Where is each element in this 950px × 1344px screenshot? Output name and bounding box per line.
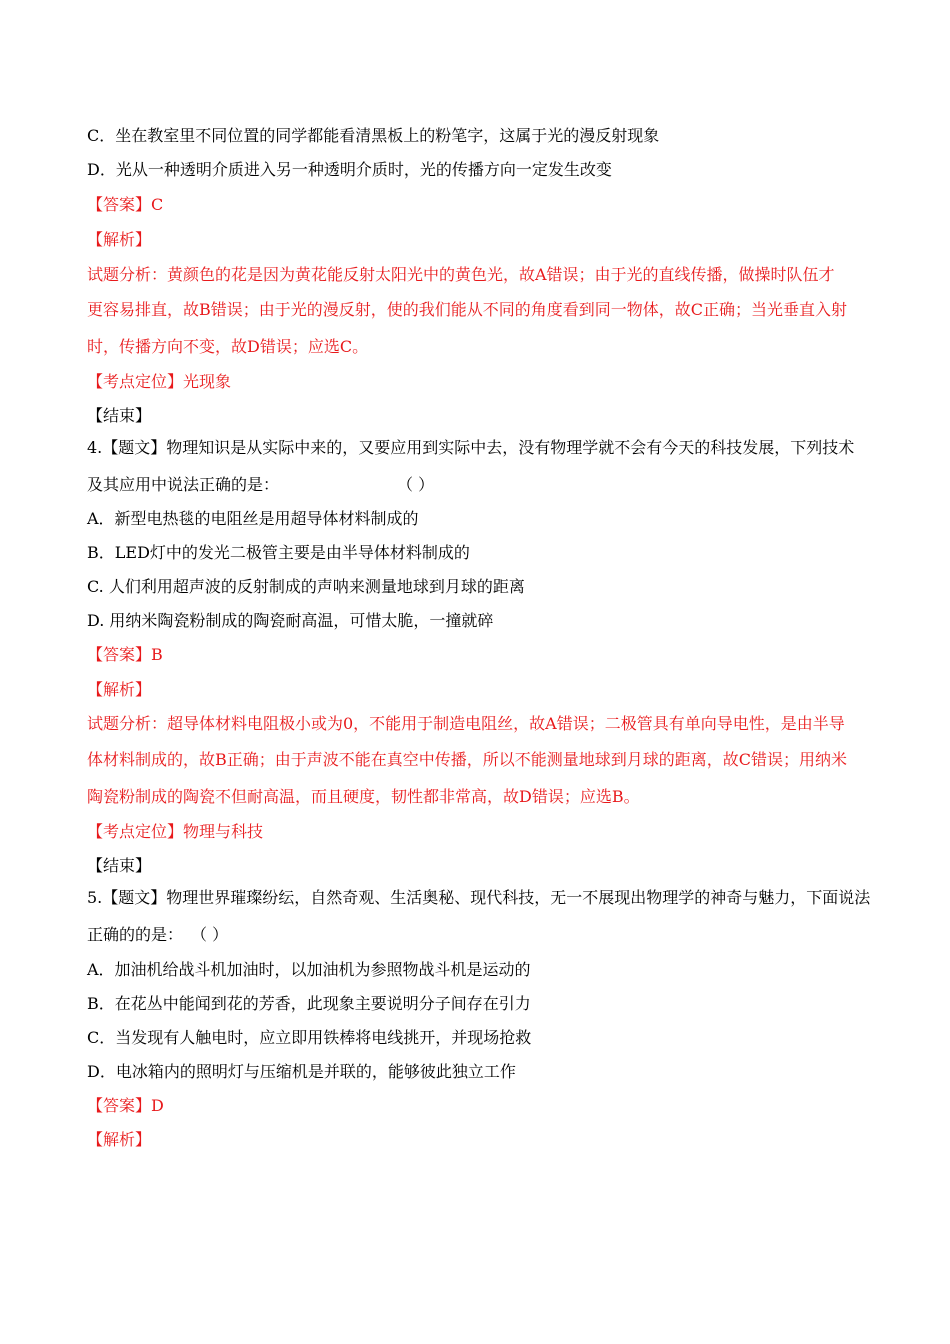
answer-value: C bbox=[151, 195, 164, 214]
q5-option-b: B．在花丛中能闻到花的芳香，此现象主要说明分子间存在引力 bbox=[87, 994, 531, 1013]
q4-end: 【结束】 bbox=[87, 856, 152, 875]
q5-stem-line-1: 5.【题文】物理世界璀璨纷纭，自然奇观、生活奥秘、现代科技，无一不展现出物理学的神奇与魅力，下面说法 bbox=[87, 888, 871, 907]
answer-label: 【答案】 bbox=[87, 195, 152, 214]
q5-option-a: A．加油机给战斗机加油时，以加油机为参照物战斗机是运动的 bbox=[87, 960, 531, 979]
q3-analysis-line-3: 时，传播方向不变，故D错误；应选C。 bbox=[87, 337, 369, 356]
q3-option-d: D．光从一种透明介质进入另一种透明介质时，光的传播方向一定发生改变 bbox=[87, 160, 612, 179]
q5-option-c: C．当发现有人触电时，应立即用铁棒将电线挑开，并现场抢救 bbox=[87, 1028, 532, 1047]
q4-stem-line-1: 4.【题文】物理知识是从实际中来的，又要应用到实际中去，没有物理学就不会有今天的科技发展，下列技术 bbox=[87, 438, 855, 457]
answer-value: B bbox=[151, 645, 163, 664]
q3-option-c: C．坐在教室里不同位置的同学都能看清黑板上的粉笔字，这属于光的漫反射现象 bbox=[87, 126, 660, 145]
q4-analysis-line-3: 陶瓷粉制成的陶瓷不但耐高温，而且硬度，韧性都非常高，故D错误；应选B。 bbox=[87, 787, 640, 806]
q5-answer bbox=[87, 1095, 877, 1117]
kp-label: 【考点定位】 bbox=[87, 372, 184, 391]
q4-option-b: B．LED灯中的发光二极管主要是由半导体材料制成的 bbox=[87, 543, 470, 562]
q5-analysis-label: 【解析】 bbox=[87, 1130, 152, 1149]
answer-value: D bbox=[151, 1096, 164, 1115]
q4-answer-blank: （ ） bbox=[397, 475, 435, 494]
q4-option-c: C. 人们利用超声波的反射制成的声呐来测量地球到月球的距离 bbox=[87, 577, 525, 596]
q4-stem-line-2 bbox=[87, 474, 877, 496]
q3-analysis-line-2: 更容易排直，故B错误；由于光的漫反射，使的我们能从不同的角度看到同一物体，故C正确；当光垂直入射 bbox=[87, 300, 848, 319]
q4-analysis-line-1: 试题分析：超导体材料电阻极小或为0，不能用于制造电阻丝，故A错误；二极管具有单向导电性，是由半导 bbox=[87, 714, 845, 733]
q5-stem-line-2 bbox=[87, 924, 877, 946]
q4-analysis-line-2: 体材料制成的，故B正确；由于声波不能在真空中传播，所以不能测量地球到月球的距离，故C错误；用纳米 bbox=[87, 750, 848, 769]
q4-option-a: A．新型电热毯的电阻丝是用超导体材料制成的 bbox=[87, 509, 419, 528]
q5-stem-text: 正确的的是： bbox=[87, 925, 184, 944]
q5-answer-blank: （ ） bbox=[191, 925, 229, 944]
q3-answer bbox=[87, 194, 877, 216]
q4-stem-text: 及其应用中说法正确的是： bbox=[87, 475, 280, 494]
kp-value: 物理与科技 bbox=[183, 822, 264, 841]
q5-option-d: D．电冰箱内的照明灯与压缩机是并联的，能够彼此独立工作 bbox=[87, 1062, 516, 1081]
kp-value: 光现象 bbox=[183, 372, 232, 391]
q3-end: 【结束】 bbox=[87, 406, 152, 425]
q4-analysis-label: 【解析】 bbox=[87, 680, 152, 699]
q3-analysis-label: 【解析】 bbox=[87, 230, 152, 249]
kp-label: 【考点定位】 bbox=[87, 822, 184, 841]
q4-option-d: D. 用纳米陶瓷粉制成的陶瓷耐高温，可惜太脆，一撞就碎 bbox=[87, 611, 494, 630]
q3-analysis-line-1: 试题分析：黄颜色的花是因为黄花能反射太阳光中的黄色光，故A错误；由于光的直线传播，做操时队伍才 bbox=[87, 265, 835, 284]
answer-label: 【答案】 bbox=[87, 1096, 152, 1115]
q3-knowledge-point bbox=[87, 371, 877, 393]
q4-answer bbox=[87, 644, 877, 666]
q4-knowledge-point bbox=[87, 821, 877, 843]
answer-label: 【答案】 bbox=[87, 645, 152, 664]
